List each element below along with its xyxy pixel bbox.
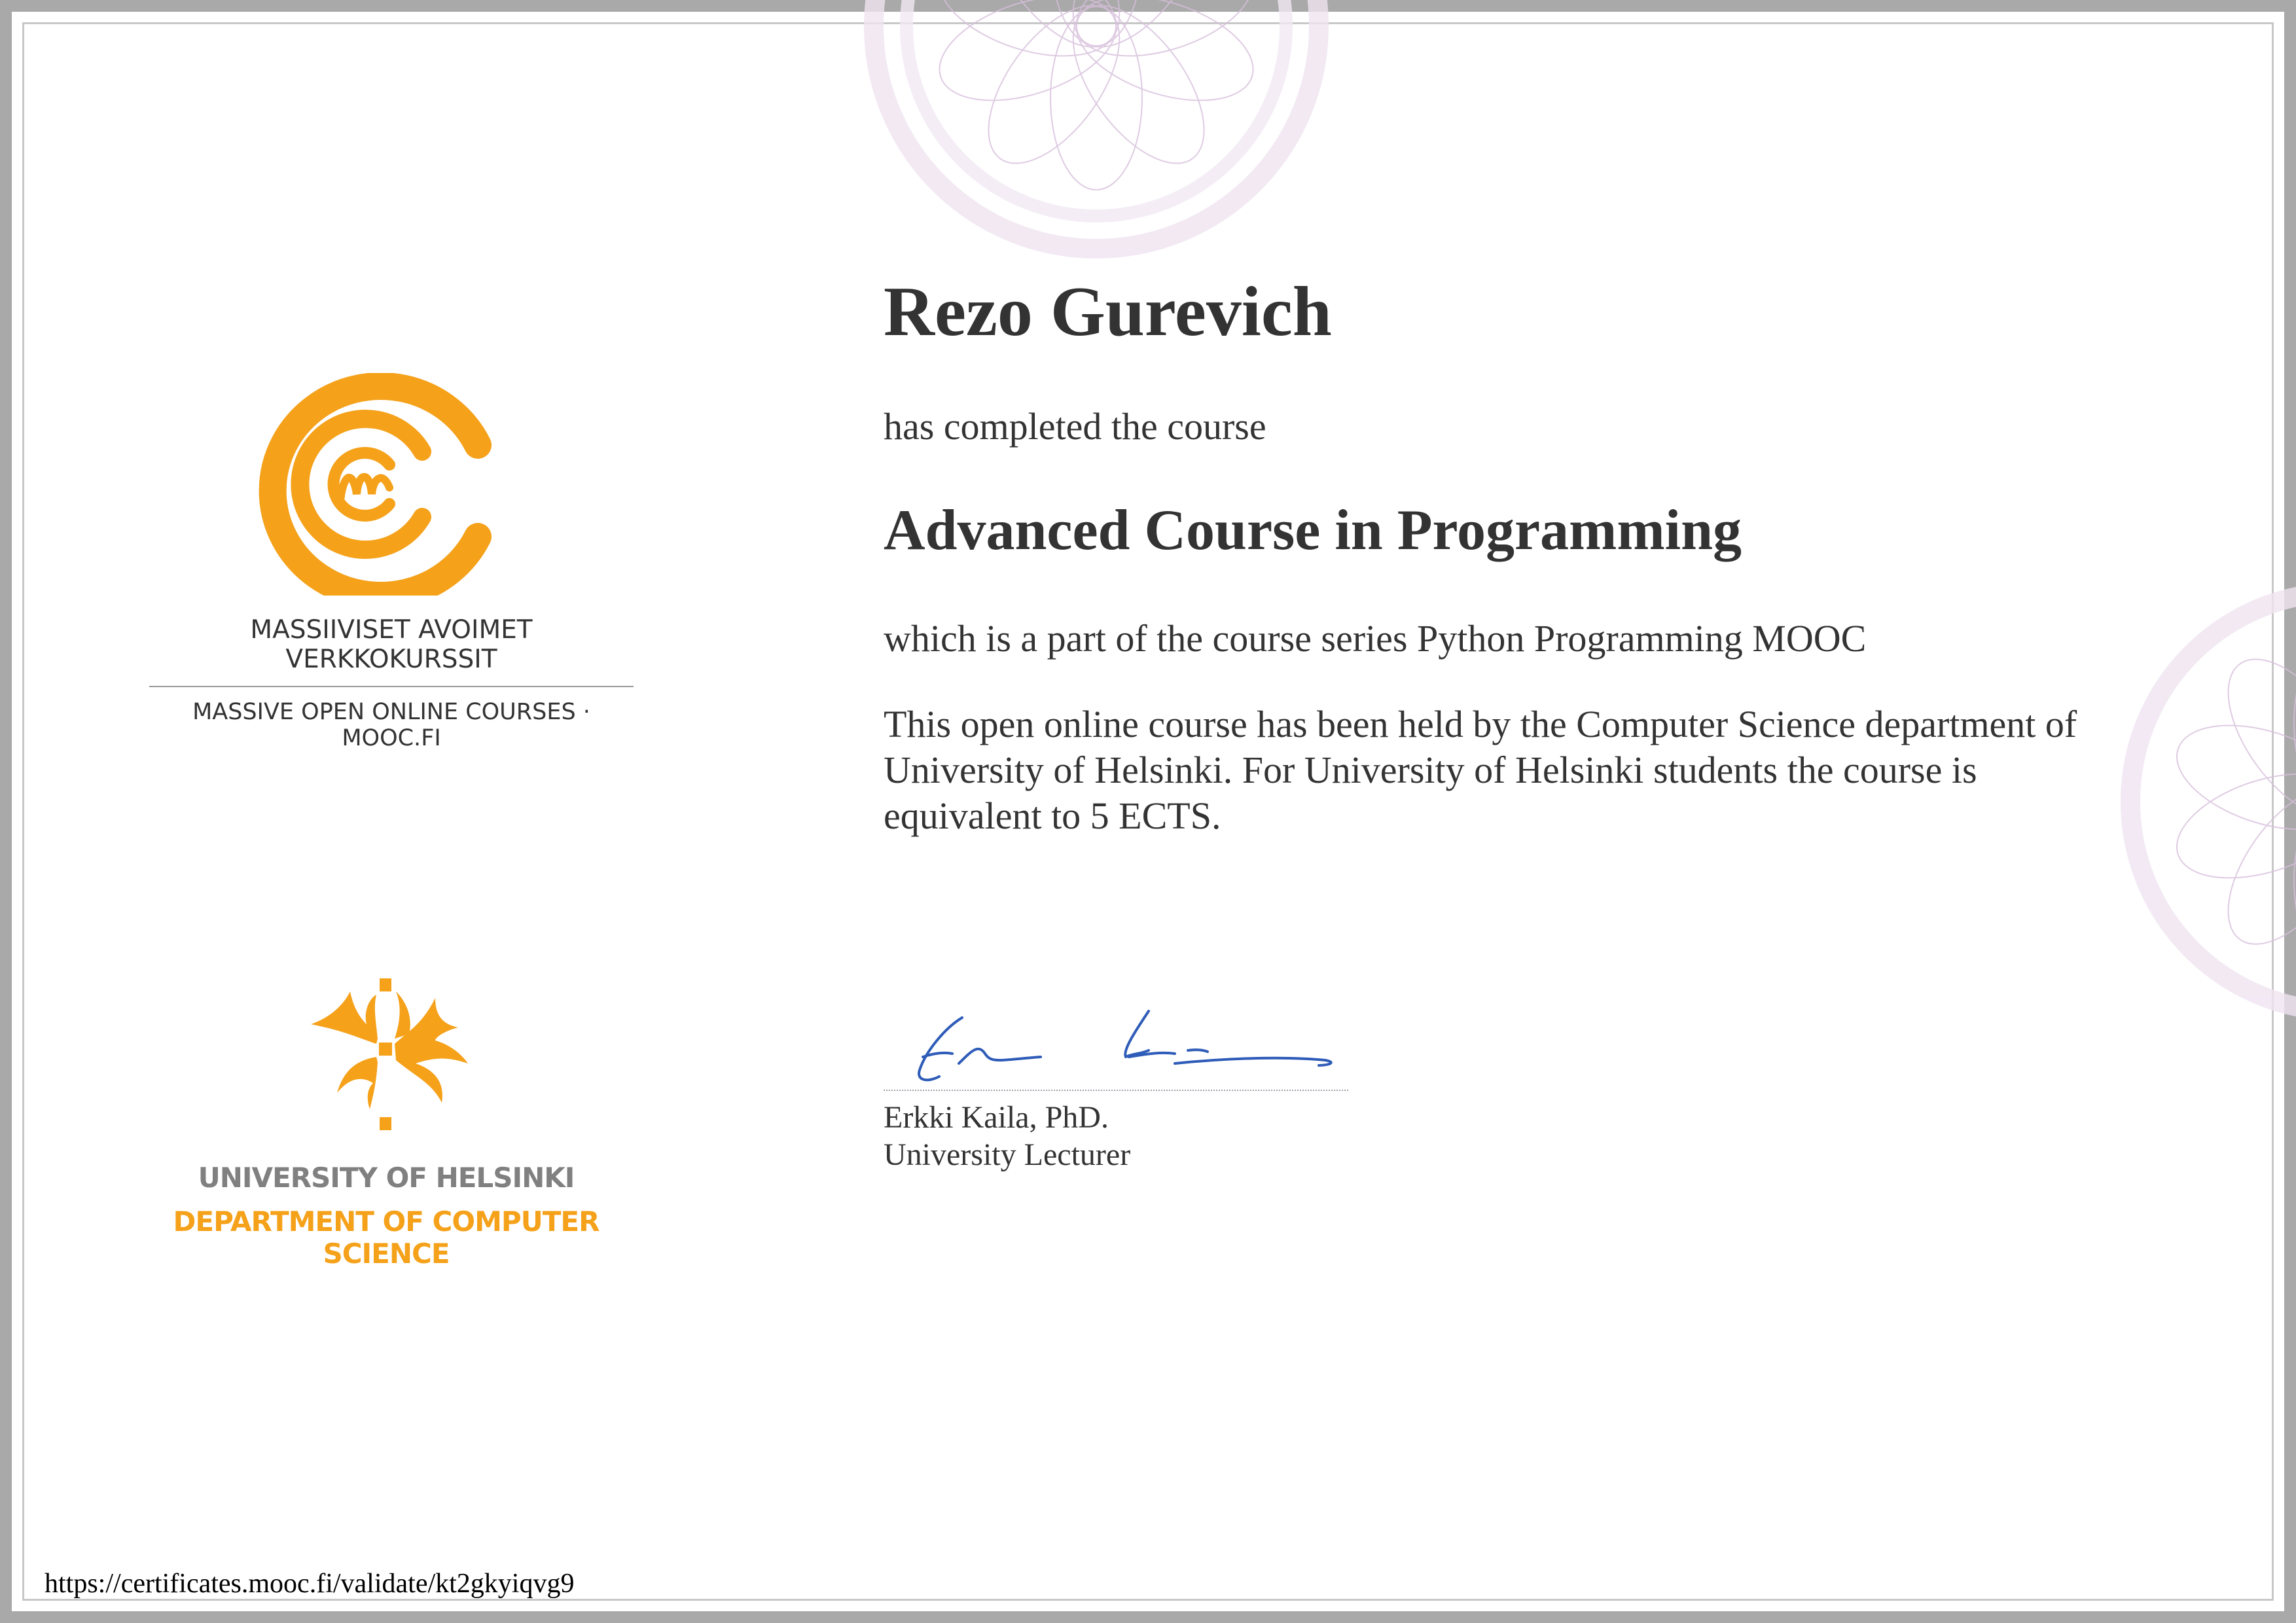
- mooc-wordmark: [149, 615, 634, 751]
- signatory-title: University Lecturer: [884, 1137, 1131, 1172]
- university-name: UNIVERSITY OF HELSINKI: [198, 1162, 575, 1194]
- validation-url[interactable]: https://certificates.mooc.fi/validate/kt2gkyiqvg9: [45, 1569, 575, 1599]
- completed-text: has completed the course: [884, 405, 1266, 448]
- mooc-wordmark-divider: [149, 686, 634, 687]
- university-flame-logo-icon: [304, 978, 468, 1132]
- university-wordmark: [111, 1162, 661, 1270]
- mooc-wordmark-finnish: MASSIIVISET AVOIMET VERKKOKURSSIT: [250, 615, 533, 674]
- signature-line: [884, 1090, 1348, 1091]
- mooc-wordmark-english: MASSIVE OPEN ONLINE COURSES · MOOC.FI: [192, 699, 590, 751]
- course-name: Advanced Course in Programming: [884, 499, 1742, 562]
- mooc-logo-icon: [255, 373, 517, 596]
- recipient-name: Rezo Gurevich: [884, 273, 1332, 351]
- guilloche-rosette-right: [2121, 582, 2296, 1021]
- signature-image: [900, 991, 1358, 1090]
- department-name: DEPARTMENT OF COMPUTER SCIENCE: [173, 1205, 600, 1270]
- course-series-text: which is a part of the course series Python Programming MOOC: [884, 617, 1867, 660]
- course-description: This open online course has been held by the Computer Science department of University of Helsinki. For University of Helsinki students the course is equivalent to 5 ECTS.: [884, 703, 2077, 837]
- guilloche-rosette-top: [844, 0, 1348, 275]
- signatory-name: Erkki Kaila, PhD.: [884, 1100, 1109, 1135]
